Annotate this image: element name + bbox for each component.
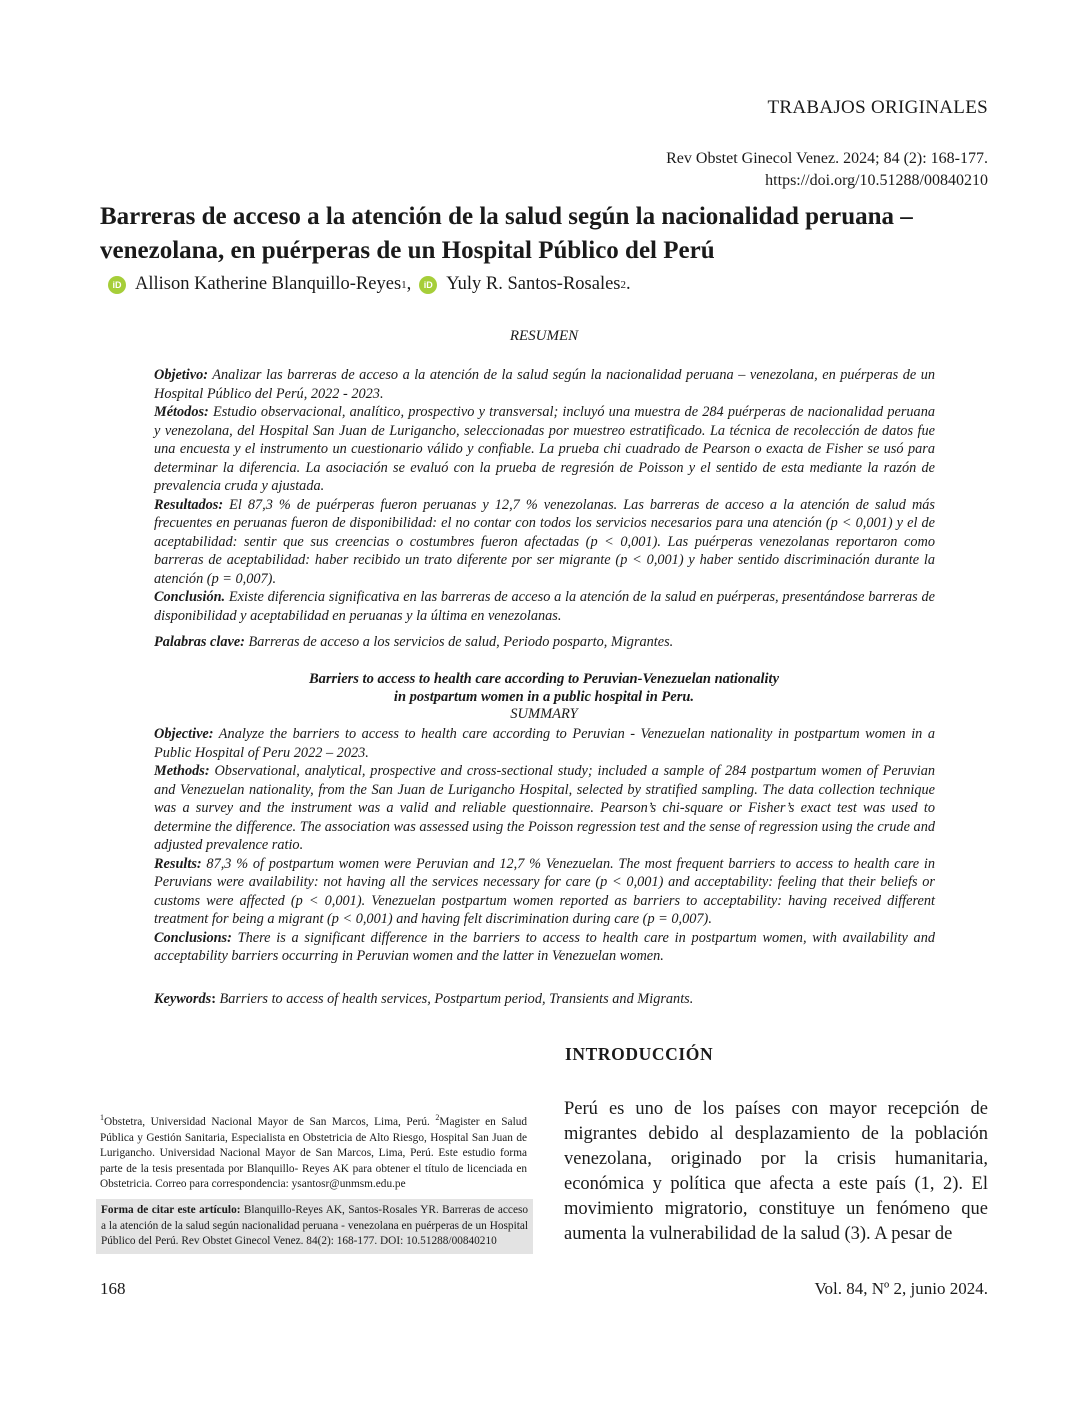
text: Existe diferencia significativa en las barreras de acceso a la atención de la salud en puérperas, presentándose barreras de disponibilidad y aceptabilidad en peruanas y la última en venezolanas. [154, 589, 935, 624]
label: Methods: [154, 763, 210, 779]
label: Conclusión. [154, 589, 226, 605]
footnote-text: Magister en Salud Pública y Gestión Sanitaria, Especialista en Obstetricia de Alto Riesgo, Hospital San Juan de Lurigancho. Universidad Nacional Mayor de San Marcos, Lima, Perú. Este estudio forma parte de la tesis presentada por Blanquillo- Reyes AK para obtener el título de licenciada en Obstetricia. Correo para correspondencia: ysantosr@unmsm.edu.pe [100, 1116, 527, 1190]
label: Resultados: [154, 496, 224, 513]
text: There is a significant difference in the barriers to access to health care in postpartum women, with availability and acceptability barriers occurring in Peruvian women and the latter in Venezuelan women. [154, 929, 935, 964]
author-list: iD Allison Katherine Blanquillo-Reyes 1 , iD Yuly R. Santos-Rosales 2 . [108, 274, 631, 295]
abstract-en [154, 725, 935, 966]
text: 87,3 % of postpartum women were Peruvian and 12,7 % Venezuelan. The most frequent barriers to access to health care in Peruvians were availability: not having all the services necessary for care (p < 0,001) and acceptability: feeling that their beliefs or customs were affected (p < 0,001). Venezuelan postpartum women reported as barriers to acceptability: having received different treatment for being a migrant (p < 0,001) and having felt discrimination during care (p = 0,007). [154, 855, 935, 927]
summary-heading: SUMMARY [510, 706, 578, 722]
label: Objetivo: [154, 367, 208, 383]
footnote-text: Obstetra, Universidad Nacional Mayor de San Marcos, Lima, Perú. [104, 1116, 436, 1128]
label: Keywords [154, 991, 212, 1007]
orcid-icon[interactable]: iD [108, 276, 126, 294]
section-label: TRABAJOS ORIGINALES [767, 97, 988, 118]
cite-text: Blanquillo-Reyes AK, Santos-Rosales YR. Barreras de acceso a la atención de la salud según nacionalidad peruana - venezolana en puérperas de un Hospital Público del Perú. Rev Obstet Ginecol Venez. 84(2): 168-177. DOI: 10.51288/00840210 [101, 1204, 528, 1247]
abstract-en-methods [154, 762, 935, 855]
orcid-icon[interactable]: iD [419, 276, 437, 294]
text: Analizar las barreras de acceso a la atención de la salud según la nacionalidad peruana – venezolana, en puérperas de un Hospital Público del Perú, 2022 - 2023. [154, 367, 935, 402]
label-colon: : [211, 991, 216, 1007]
abstract-en-objective [154, 725, 935, 762]
english-title [0, 670, 1088, 706]
abstract-es [154, 366, 935, 625]
resumen-heading: RESUMEN [509, 328, 579, 344]
text: Estudio observacional, analítico, prospectivo y transversal; incluyó una muestra de 284 puérperas de nacionalidad peruana y venezolana, del Hospital San Juan de Lurigancho, seleccionadas por muestreo estratificado. La técnica de recolección de datos fue una encuesta y el instrumento un cuestionario válido y confiable. La prueba chi cuadrado de Pearson o exacta de Fisher se usó para determinar la diferencia. La asociación se evaluó con la prueba de regresión de Poisson y el sentido de esta mediante la razón de prevalencia cruda y ajustada. [154, 404, 935, 494]
abstract-es-methods [154, 403, 935, 496]
author-separator: , [406, 274, 412, 294]
abstract-es-results [154, 496, 935, 589]
text: Barriers to access of health services, Postpartum period, Transients and Migrants. [215, 991, 694, 1007]
author-separator: . [626, 274, 631, 294]
label: Palabras clave: [154, 634, 245, 650]
abstract-en-results [154, 855, 935, 929]
author-name: Yuly R. Santos-Rosales [446, 274, 621, 294]
journal-reference: Rev Obstet Ginecol Venez. 2024; 84 (2): 168-177. [666, 150, 988, 167]
keywords-en [154, 991, 693, 1008]
doi-link[interactable]: https://doi.org/10.51288/00840210 [765, 172, 988, 189]
footnote-mark: 2 [435, 1113, 440, 1123]
article-title: Barreras de acceso a la atención de la salud según la nacionalidad peruana – venezolana, en puérperas de un Hospital Público del Perú [100, 203, 913, 264]
label: Results: [154, 855, 202, 872]
english-title-line: in postpartum women in a public hospital in Peru. [393, 689, 695, 705]
text: Observational, analytical, prospective and cross-sectional study; included a sample of 284 postpartum women of Peruvian and Venezuelan nationality, from the San Juan de Lurigancho Hospital, selected by stratified sampling. The data collection technique was a survey and the instrument was a valid and reliable questionnaire. Pearson’s chi-square or Fisher’s exact test was used to determine the difference. The association was assessed using the Poisson regression test and the sense of regression using the crude and adjusted prevalence ratio. [154, 763, 935, 853]
affiliation-footnote [100, 1115, 527, 1193]
text: Barreras de acceso a los servicios de salud, Periodo posparto, Migrantes. [244, 634, 674, 650]
label: Métodos: [154, 404, 209, 420]
label: Conclusions: [154, 929, 232, 946]
english-title-line: Barriers to access to health care according to Peruvian-Venezuelan nationality [308, 671, 780, 687]
abstract-es-conclusion [154, 588, 935, 625]
journal-citation [666, 148, 988, 192]
author-name: Allison Katherine Blanquillo-Reyes [135, 274, 402, 294]
text: Analyze the barriers to access to health care according to Peruvian - Venezuelan nationality in postpartum women in a Public Hospital of Peru 2022 – 2023. [154, 726, 935, 761]
page-number: 168 [100, 1279, 126, 1298]
how-to-cite-box [96, 1199, 533, 1254]
cite-label: Forma de citar este artículo: [101, 1204, 241, 1216]
text: El 87,3 % de puérperas fueron peruanas y 12,7 % venezolanas. Las barreras de acceso a la atención de salud más frecuentes en peruanas fueron de disponibilidad: el no contar con todos los servicios necesarios para una atención (p < 0,001) y el de aceptabilidad: sentir que sus creencias o costumbres fueron afectadas (p < 0,001). Las puérperas venezolanas reportaron como barreras de aceptabilidad: haber recibido un trato diferente por ser migrante (p < 0,001) y haber sentido discriminación durante la atención (p = 0,007). [154, 496, 935, 587]
introduction-paragraph: Perú es uno de los países con mayor recepción de migrantes debido al desplazamiento de la población venezolana, originado por la crisis humanitaria, económica y política que afecta a este país (1, 2). El movimiento migratorio, constituye un fenómeno que aumenta la vulnerabilidad de la salud (3). A pesar de [564, 1099, 988, 1244]
abstract-es-objective [154, 366, 935, 403]
label: Objective: [154, 726, 214, 742]
volume-info: Vol. 84, Nº 2, junio 2024. [814, 1279, 988, 1298]
footnote-mark: 1 [100, 1113, 104, 1123]
abstract-en-conclusion [154, 929, 935, 966]
keywords-es [154, 634, 673, 651]
introduction-heading: INTRODUCCIÓN [565, 1044, 714, 1064]
